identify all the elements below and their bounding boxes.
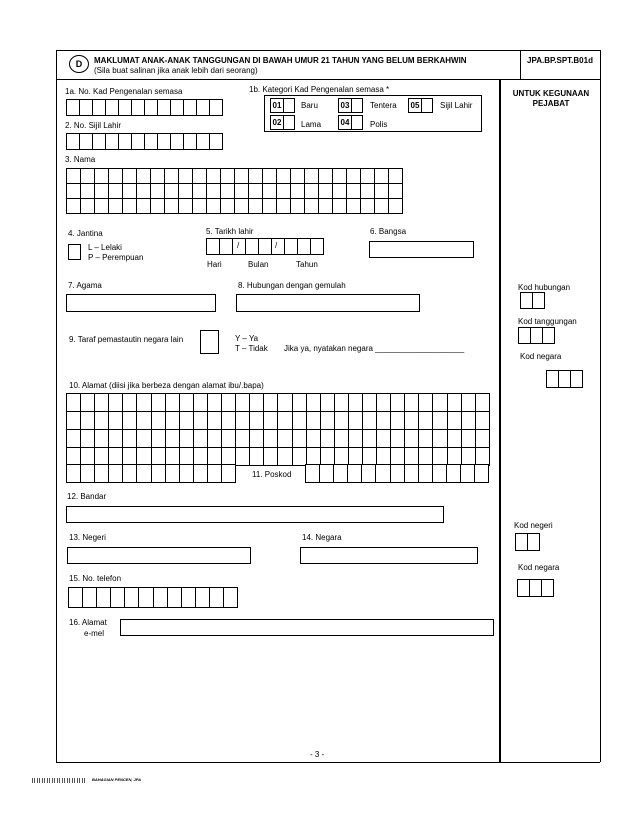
gender-box[interactable] [68,244,81,260]
postcode-boxes[interactable] [305,464,488,482]
address-grid[interactable] [66,393,489,465]
field-16-label-line1: 16. Alamat [69,618,107,627]
field-2-label: 2. No. Sijil Lahir [65,121,122,130]
residency-box[interactable] [200,330,219,354]
kod-tanggungan-boxes[interactable] [518,327,554,344]
field-5-label: 5. Tarikh lahir [206,227,254,236]
category-label-03: Tentera [370,101,397,110]
barcode-mark [32,778,87,783]
category-label-05: Sijil Lahir [440,101,473,110]
email-field[interactable] [120,619,494,636]
header-divider [56,79,600,80]
state-field[interactable] [67,547,251,564]
category-label-01: Baru [301,101,318,110]
name-grid[interactable] [66,168,402,213]
category-code-01[interactable]: 01 [270,98,284,113]
field-11-label: 11. Poskod [252,470,292,479]
category-code-04[interactable]: 04 [338,115,352,130]
field-9-label: 9. Taraf pemastautin negara lain [69,335,184,344]
address-grid-row-5[interactable] [66,464,235,482]
residency-country-note: Jika ya, nyatakan negara ____________________ [284,344,465,353]
kod-negara-boxes-1[interactable] [546,370,582,388]
kod-negara-label-2: Kod negara [518,563,560,572]
category-check-01[interactable] [283,98,295,113]
relationship-field[interactable] [236,294,420,312]
field-8-label: 8. Hubungan dengan gemulah [238,281,346,290]
field-12-label: 12. Bandar [67,492,107,501]
field-16-label-line2: e-mel [84,629,105,638]
page-number: - 3 - [310,750,325,759]
section-letter: D [75,59,83,69]
field-13-label: 13. Negeri [69,533,106,542]
header-code-divider [520,50,521,79]
gender-option-p: P – Perempuan [88,253,144,262]
residency-option-t: T – Tidak [235,344,268,353]
category-label-04: Polis [370,120,388,129]
ic-number-boxes[interactable] [66,99,222,116]
section-subtitle: (Sila buat salinan jika anak lebih dari seorang) [94,66,258,75]
phone-boxes[interactable] [68,587,237,607]
dob-separator-2: / [275,241,278,250]
field-14-label: 14. Negara [302,533,342,542]
category-code-03[interactable]: 03 [338,98,352,113]
office-use-title-line2: PEJABAT [532,99,570,108]
dob-separator-1: / [237,241,240,250]
category-label-02: Lama [301,120,322,129]
field-1a-label: 1a. No. Kad Pengenalan semasa [65,87,183,96]
kod-tanggungan-label: Kod tanggungan [518,317,577,326]
kod-negeri-boxes[interactable] [515,533,539,551]
birth-cert-boxes[interactable] [66,133,222,150]
field-3-label: 3. Nama [65,155,96,164]
field-15-label: 15. No. telefon [69,574,122,583]
kod-hubungan-label: Kod hubungan [518,283,571,292]
dob-tahun-label: Tahun [296,260,318,269]
field-4-label: 4. Jantina [68,229,103,238]
form-code: JPA.BP.SPT.B01d [527,56,593,65]
dob-bulan-label: Bulan [248,260,269,269]
category-code-02[interactable]: 02 [270,115,284,130]
category-check-05[interactable] [421,98,433,113]
section-title: MAKLUMAT ANAK-ANAK TANGGUNGAN DI BAWAH UMUR 21 TAHUN YANG BELUM BERKAHWIN [94,56,467,65]
frame-right [600,50,601,762]
gender-option-l: L – Lelaki [88,243,122,252]
category-check-03[interactable] [351,98,363,113]
residency-option-y: Y – Ya [235,334,259,343]
race-field[interactable] [369,241,474,258]
office-use-title-line1: UNTUK KEGUNAAN [512,89,590,98]
kod-negara-label-1: Kod negara [520,352,562,361]
kod-negara-boxes-2[interactable] [517,579,553,597]
office-divider [499,79,501,762]
dob-hari-label: Hari [207,260,222,269]
category-check-02[interactable] [283,115,295,130]
frame-left [56,50,57,762]
dob-boxes[interactable] [206,238,323,255]
kod-negeri-label: Kod negeri [514,521,553,530]
category-check-04[interactable] [351,115,363,130]
city-field[interactable] [66,506,444,523]
category-code-05[interactable]: 05 [408,98,422,113]
footer-print-mark: BAHAGIAN PENCEN, JPA [92,777,142,782]
country-field[interactable] [300,547,478,564]
kod-hubungan-boxes[interactable] [520,292,544,309]
section-badge [69,55,89,73]
field-1b-label: 1b. Kategori Kad Pengenalan semasa * [249,85,390,94]
religion-field[interactable] [66,294,216,312]
field-10-label: 10. Alamat (diisi jika berbeza dengan alamat ibu/.bapa) [69,381,264,390]
field-6-label: 6. Bangsa [370,227,407,236]
office-use-title [503,89,599,109]
field-7-label: 7. Agama [68,281,102,290]
frame-top [56,50,600,51]
frame-bottom [56,762,600,763]
